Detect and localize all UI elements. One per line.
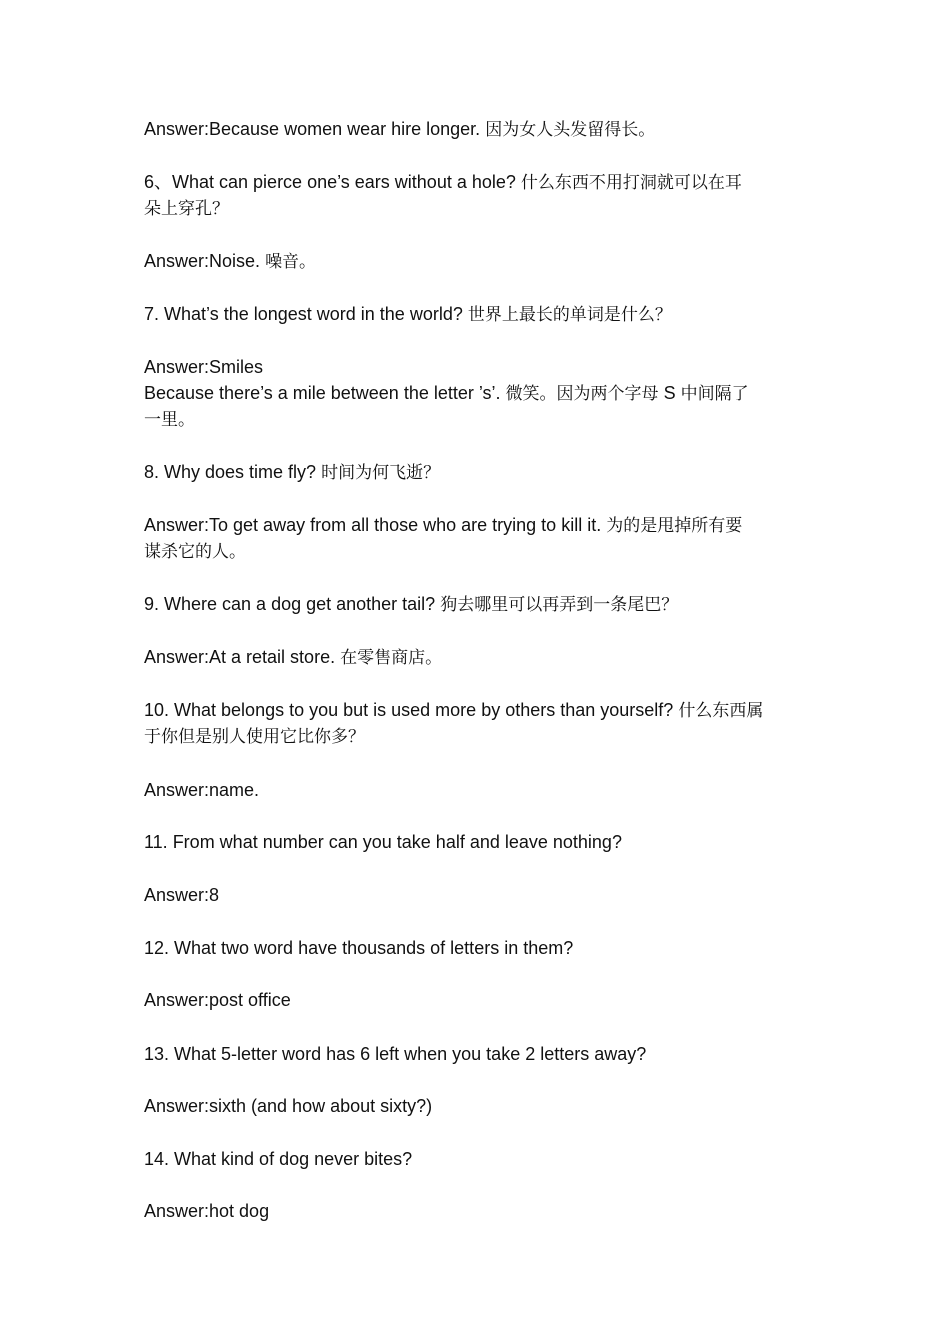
question-6-cont [144,195,814,222]
question-10-zh-cont: 于你但是别人使用它比你多？ [144,727,365,747]
question-6-zh-cont: 朵上穿孔？ [144,199,229,219]
question-10-zh: 什么东西属 [678,701,764,721]
question-11 [144,829,814,855]
answer-7-explanation-cont [144,406,814,433]
answer-7-explanation-letter: S [663,383,676,403]
question-7 [144,301,814,328]
answer-7-explanation-zh: 微笑。因为两个字母 [505,384,659,404]
question-8-zh: 时间为何飞逝？ [321,463,441,483]
answer-6-en: Answer:Noise. [144,251,261,271]
question-7-zh: 世界上最长的单词是什么？ [467,305,672,325]
answer-11-en: Answer:8 [144,885,220,905]
question-6 [144,169,814,196]
answer-8-en: Answer:To get away from all those who are trying to kill it. [144,515,602,535]
answer-5 [144,116,814,143]
answer-10 [144,777,814,803]
answer-7-explanation-en: Because there’s a mile between the letter ’s’. [144,383,501,403]
answer-13 [144,1093,814,1119]
answer-7-explanation [144,380,814,407]
answer-6 [144,248,814,275]
answer-5-en: Answer:Because women wear hire longer. [144,119,481,139]
answer-12-en: Answer:post office [144,990,291,1010]
question-10-cont [144,723,814,750]
question-6-en: 6、What can pierce one’s ears without a hole? [144,172,516,192]
question-8 [144,459,814,486]
answer-7 [144,354,814,380]
question-12-en: 12. What two word have thousands of letters in them? [144,938,574,958]
question-11-en: 11. From what number can you take half and leave nothing? [144,832,622,852]
answer-7-explanation-zh-b: 中间隔了 [680,384,749,404]
answer-8 [144,512,814,539]
question-14 [144,1146,814,1172]
answer-14 [144,1198,814,1224]
answer-11 [144,882,814,908]
question-13-en: 13. What 5-letter word has 6 left when you take 2 letters away? [144,1044,647,1064]
answer-8-zh: 为的是甩掉所有要 [606,516,743,536]
question-9-zh: 狗去哪里可以再弄到一条尾巴？ [440,595,679,615]
answer-9-zh: 在零售商店。 [340,648,443,668]
question-8-en: 8. Why does time fly? [144,462,317,482]
question-9-en: 9. Where can a dog get another tail? [144,594,436,614]
answer-14-en: Answer:hot dog [144,1201,270,1221]
question-13 [144,1041,814,1067]
answer-7-explanation-zh-cont: 一里。 [144,410,195,430]
answer-9-en: Answer:At a retail store. [144,647,336,667]
question-14-en: 14. What kind of dog never bites? [144,1149,413,1169]
answer-8-zh-cont: 谋杀它的人。 [144,542,246,562]
answer-12 [144,987,814,1013]
answer-5-zh: 因为女人头发留得长。 [485,120,656,140]
answer-6-zh: 噪音。 [265,252,317,272]
answer-10-en: Answer:name. [144,780,260,800]
question-9 [144,591,814,618]
question-6-zh: 什么东西不用打洞就可以在耳 [520,173,742,193]
answer-13-en: Answer:sixth (and how about sixty?) [144,1096,433,1116]
question-7-en: 7. What’s the longest word in the world? [144,304,463,324]
answer-8-cont [144,538,814,565]
question-12 [144,935,814,961]
question-10-en: 10. What belongs to you but is used more by others than yourself? [144,700,674,720]
question-10 [144,697,814,724]
answer-7-en: Answer:Smiles [144,357,264,377]
answer-9 [144,644,814,671]
